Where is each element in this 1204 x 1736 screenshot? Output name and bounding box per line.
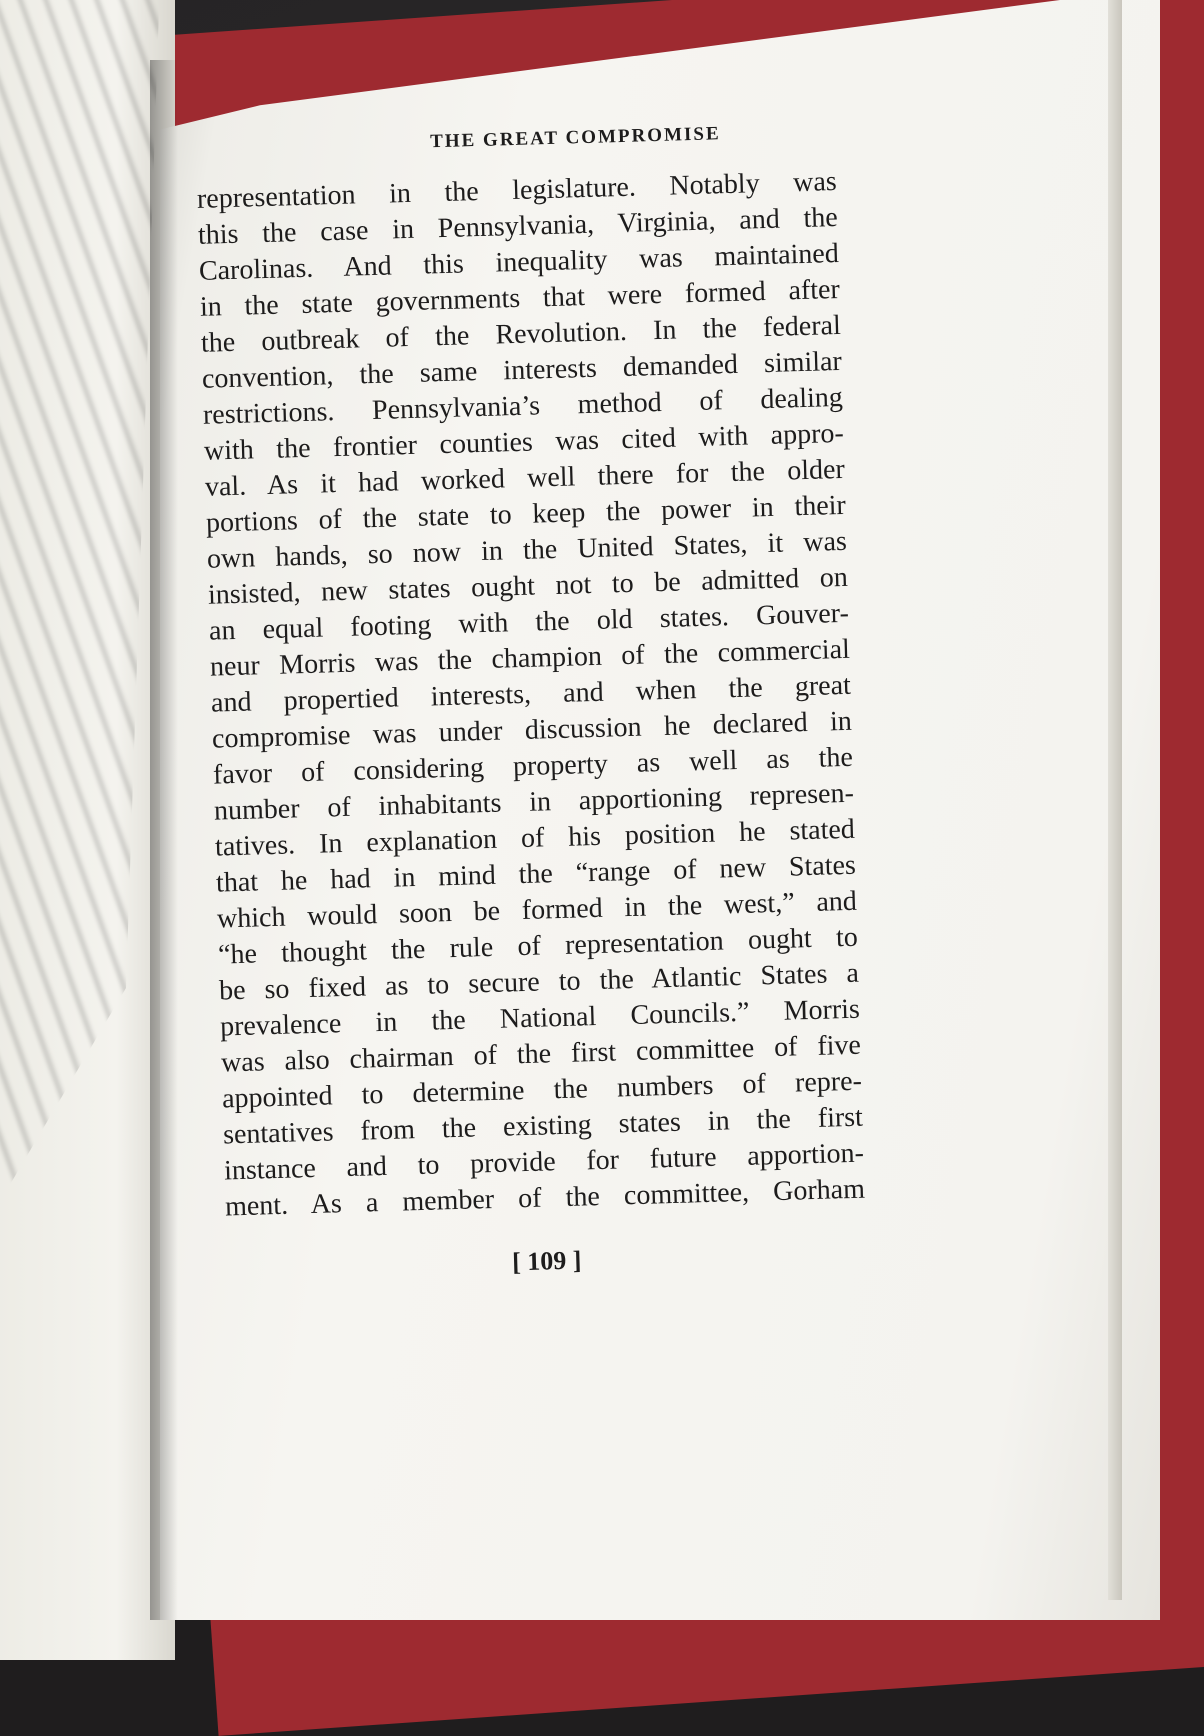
text-line: and propertied interests, and when the great [210,669,852,719]
text-line: portions of the state to keep the power in their [205,489,847,539]
text-line: was also chairman of the first committee of five [220,1029,862,1079]
text-line: val. As it had worked well there for the older [204,453,846,503]
text-line: that he had in mind the “range of new States [215,849,857,899]
text-line: with the frontier counties was cited with appro- [203,417,845,467]
body-text [196,164,865,1225]
text-line: favor of considering property as well as the [212,741,854,791]
text-line: prevalence in the National Councils.” Morris [219,993,861,1043]
text-line: this the case in Pennsylvania, Virginia, and the [197,201,839,251]
text-line: the outbreak of the Revolution. In the federal [200,309,842,359]
text-line: instance and to provide for future apportion- [223,1137,865,1187]
left-page-blurred-text [0,0,160,1660]
text-line: insisted, new states ought not to be admitted on [207,561,849,611]
page-gutter-shadow [150,60,178,1620]
text-line: neur Morris was the champion of the commercial [209,633,851,683]
text-line: Carolinas. And this inequality was maintained [198,237,840,287]
text-line: compromise was under discussion he declared in [211,705,853,755]
text-line: convention, the same interests demanded similar [201,345,843,395]
text-line: restrictions. Pennsylvania’s method of dealing [202,381,844,431]
text-line: which would soon be formed in the west,” and [216,885,858,935]
text-block [195,120,867,1285]
text-line: appointed to determine the numbers of repre- [221,1065,863,1115]
text-line: be so fixed as to secure to the Atlantic States a [218,957,860,1007]
text-line: own hands, so now in the United States, it was [206,525,848,575]
page-number: [ 109 ] [511,1245,582,1277]
text-line: number of inhabitants in apportioning represen- [213,777,855,827]
left-page [0,0,175,1660]
text-line: representation in the legislature. Notably was [196,165,838,215]
text-line: “he thought the rule of representation ought to [217,921,859,971]
text-line: sentatives from the existing states in the first [222,1101,864,1151]
text-line: in the state governments that were formed after [199,273,841,323]
running-head: THE GREAT COMPROMISE [429,123,721,153]
text-line: tatives. In explanation of his position he stated [214,813,856,863]
text-line: an equal footing with the old states. Gouver- [208,597,850,647]
page-edge [1108,0,1122,1600]
text-line: ment. As a member of the committee, Gorham [224,1173,866,1223]
